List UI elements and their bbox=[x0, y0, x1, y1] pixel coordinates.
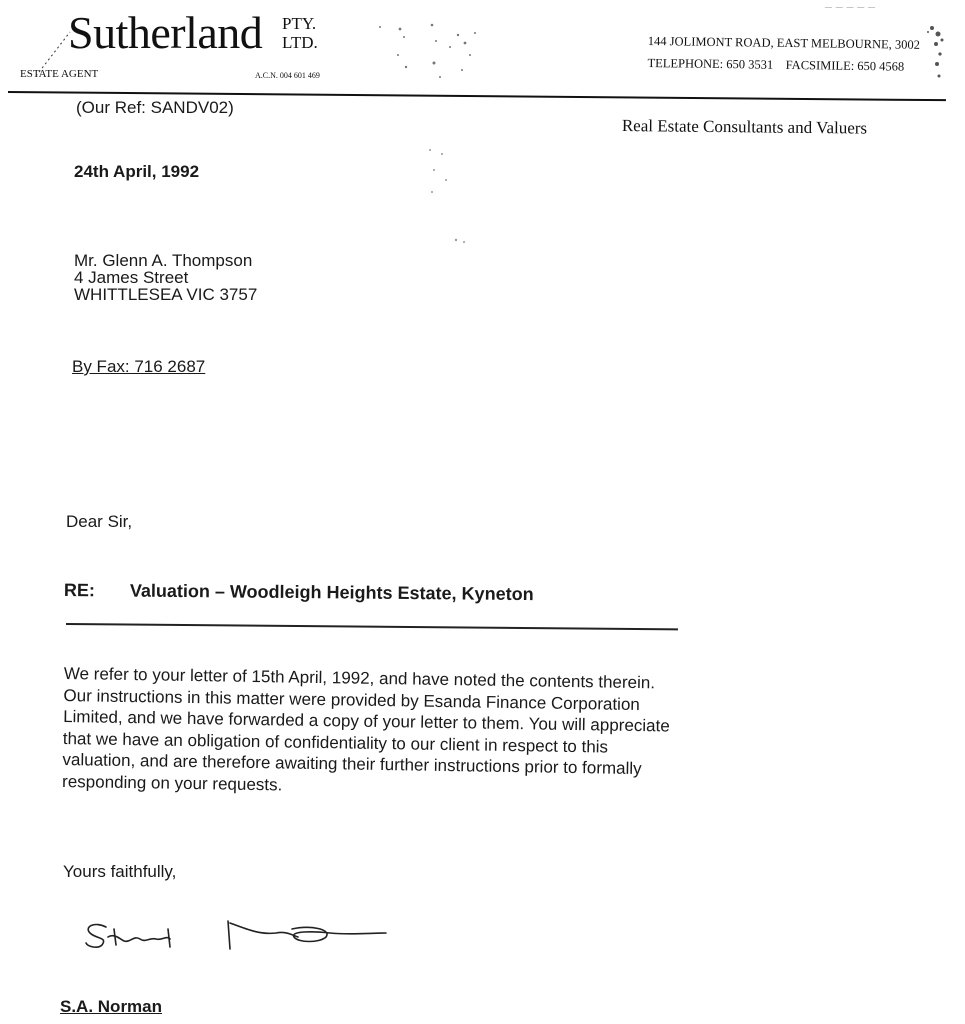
logo-flourish-icon bbox=[34, 28, 74, 78]
company-facsimile: FACSIMILE: 650 4568 bbox=[785, 57, 905, 74]
body-line: We refer to your letter of 15th April, 1992, and have noted the contents therein. bbox=[63, 663, 656, 693]
subject-text: Valuation – Woodleigh Heights Estate, Kyneton bbox=[129, 580, 534, 605]
company-contact bbox=[647, 30, 920, 78]
fax-number: By Fax: 716 2687 bbox=[72, 357, 206, 376]
fax-noise-speckle-icon bbox=[370, 15, 490, 85]
subject-label: RE: bbox=[63, 580, 95, 601]
company-telephone: TELEPHONE: 650 3531 bbox=[647, 55, 774, 72]
subject-underline bbox=[66, 623, 678, 630]
body-line: Limited, and we have forwarded a copy of your letter to them. You will appreciate bbox=[63, 706, 670, 736]
company-phone-fax bbox=[647, 52, 919, 78]
company-acn: A.C.N. 004 601 469 bbox=[255, 71, 320, 80]
subject-line bbox=[64, 580, 534, 605]
recipient-name: Mr. Glenn A. Thompson bbox=[74, 251, 253, 270]
signer-name: S.A. Norman bbox=[60, 997, 163, 1016]
company-suffix-pty: PTY. bbox=[282, 14, 317, 33]
body-paragraph bbox=[62, 663, 864, 805]
company-suffix bbox=[282, 14, 318, 52]
faint-header-marks: — — — — — bbox=[825, 3, 876, 11]
fax-noise-speckle-icon bbox=[420, 140, 480, 250]
body-line: valuation, and are therefore awaiting their further instructions prior to formally bbox=[62, 749, 642, 779]
fax-edge-smudge-icon bbox=[918, 20, 948, 90]
company-subtitle: ESTATE AGENT bbox=[20, 68, 99, 80]
company-suffix-ltd: LTD. bbox=[282, 33, 318, 52]
company-logo-name: Sutherland bbox=[68, 7, 263, 58]
body-line: Our instructions in this matter were provided by Esanda Finance Corporation bbox=[63, 685, 640, 714]
our-reference: (Our Ref: SANDV02) bbox=[76, 98, 234, 117]
recipient-address bbox=[74, 252, 257, 303]
recipient-street: 4 James Street bbox=[74, 268, 189, 287]
handwritten-signature-icon bbox=[80, 915, 400, 960]
salutation: Dear Sir, bbox=[66, 512, 133, 531]
company-tagline: Real Estate Consultants and Valuers bbox=[621, 116, 868, 138]
recipient-city: WHITTLESEA VIC 3757 bbox=[74, 285, 258, 304]
body-line: responding on your requests. bbox=[61, 771, 283, 794]
closing: Yours faithfully, bbox=[63, 862, 177, 881]
body-line: that we have an obligation of confidentiality to our client in respect to this bbox=[62, 728, 609, 757]
letter-date: 24th April, 1992 bbox=[74, 162, 200, 181]
company-address: 144 JOLIMONT ROAD, EAST MELBOURNE, 3002 bbox=[647, 33, 921, 52]
